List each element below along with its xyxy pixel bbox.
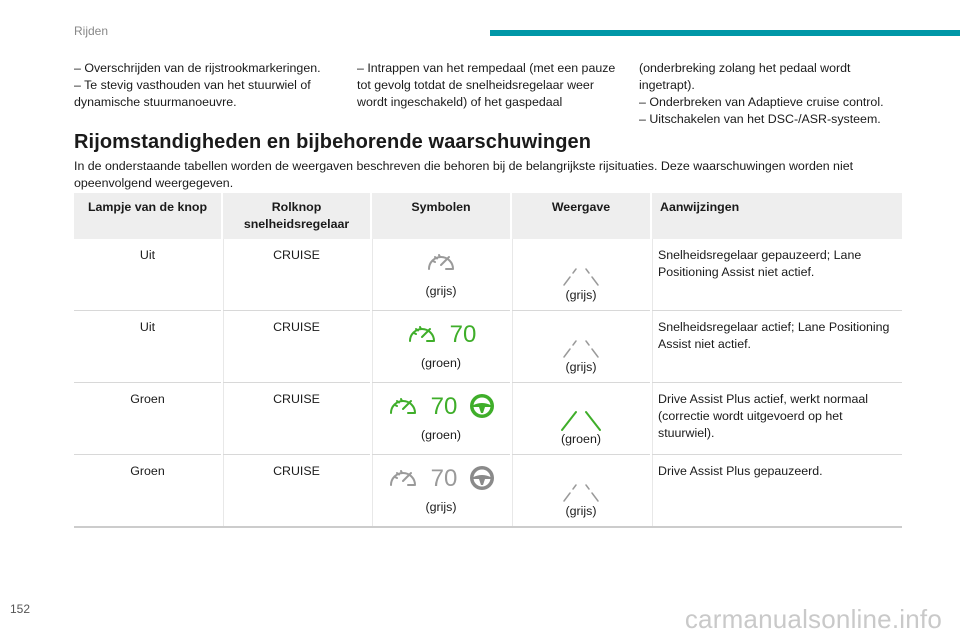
watermark: carmanualsonline.info	[684, 604, 942, 634]
symbol-cell	[371, 239, 511, 311]
table-row	[74, 455, 902, 528]
bullet-line: – Intrappen van het rempedaal (met een pauze tot gevolg totdat de snelheidsregelaar weer wordt ingeschakeld) of het gaspedaal	[357, 61, 616, 109]
lamp-cell: Groen	[74, 455, 222, 528]
symbol-cell	[371, 455, 511, 528]
notes-cell: Drive Assist Plus gepauzeerd.	[651, 455, 902, 528]
column-header-symbols: Symbolen	[371, 193, 511, 239]
display-cell	[511, 383, 651, 455]
knob-cell: CRUISE	[222, 383, 371, 455]
column-header-notes: Aanwijzingen	[651, 193, 902, 239]
symbol-caption: (grijs)	[425, 500, 457, 514]
column-header-display: Weergave	[511, 193, 651, 239]
text-column-2	[357, 60, 619, 111]
symbol-cell	[371, 311, 511, 383]
section-heading: Rijomstandigheden en bijbehorende waarschuwingen	[74, 131, 592, 153]
knob-cell: CRUISE	[222, 455, 371, 528]
steering-wheel-icon	[469, 465, 495, 491]
set-speed-value: 70	[430, 392, 458, 420]
speedometer-icon	[406, 321, 438, 347]
lamp-cell: Uit	[74, 311, 222, 383]
bullet-line: – Te stevig vasthouden van het stuurwiel of dynamische stuurmanoeuvre.	[74, 78, 311, 109]
column-header-knob: Rolknop snelheidsregelaar	[222, 193, 371, 239]
display-cell	[511, 455, 651, 528]
display-caption: (grijs)	[565, 360, 597, 374]
lane-lines-icon	[546, 473, 616, 503]
table-row	[74, 311, 902, 383]
knob-cell: CRUISE	[222, 239, 371, 311]
text-column-1	[74, 60, 336, 111]
knob-cell: CRUISE	[222, 311, 371, 383]
steering-wheel-icon	[469, 393, 495, 419]
table-row	[74, 383, 902, 455]
bullet-line: – Onderbreken van Adaptieve cruise control.	[639, 95, 884, 109]
display-cell	[511, 311, 651, 383]
bullet-line: (onderbreking zolang het pedaal wordt ingetrapt).	[639, 61, 851, 92]
warnings-table	[74, 193, 902, 528]
lane-lines-icon	[546, 329, 616, 359]
header-section-title: Rijden	[74, 24, 109, 38]
symbol-caption: (groen)	[421, 356, 461, 370]
header-accent-bar	[490, 30, 960, 36]
table-header-row	[74, 193, 902, 239]
intro-paragraph: In de onderstaande tabellen worden de weergaven beschreven die behoren bij de belangrijkste rijsituaties. Deze waarschuwingen worden niet opeenvolgend weergegeven.	[74, 159, 854, 190]
symbol-caption: (grijs)	[425, 284, 457, 298]
speedometer-icon	[387, 465, 419, 491]
speedometer-icon	[387, 393, 419, 419]
set-speed-value: 70	[430, 464, 458, 492]
display-caption: (grijs)	[565, 288, 597, 302]
lane-lines-icon	[546, 401, 616, 431]
symbol-cell	[371, 383, 511, 455]
lamp-cell: Groen	[74, 383, 222, 455]
display-cell	[511, 239, 651, 311]
display-caption: (groen)	[561, 432, 601, 446]
lane-lines-icon	[546, 257, 616, 287]
lamp-cell: Uit	[74, 239, 222, 311]
bullet-line: – Overschrijden van de rijstrookmarkeringen.	[74, 61, 321, 75]
column-header-lamp: Lampje van de knop	[74, 193, 222, 239]
table-row	[74, 239, 902, 311]
text-column-3	[639, 60, 901, 128]
bullet-line: – Uitschakelen van het DSC-/ASR-systeem.	[639, 112, 881, 126]
speedometer-icon	[425, 249, 457, 275]
display-caption: (grijs)	[565, 504, 597, 518]
notes-cell: Snelheidsregelaar gepauzeerd; Lane Positioning Assist niet actief.	[651, 239, 902, 311]
symbol-caption: (groen)	[421, 428, 461, 442]
set-speed-value: 70	[449, 320, 477, 348]
notes-cell: Snelheidsregelaar actief; Lane Positioning Assist niet actief.	[651, 311, 902, 383]
page-number: 152	[10, 602, 31, 616]
notes-cell: Drive Assist Plus actief, werkt normaal (correctie wordt uitgevoerd op het stuurwiel).	[651, 383, 902, 455]
